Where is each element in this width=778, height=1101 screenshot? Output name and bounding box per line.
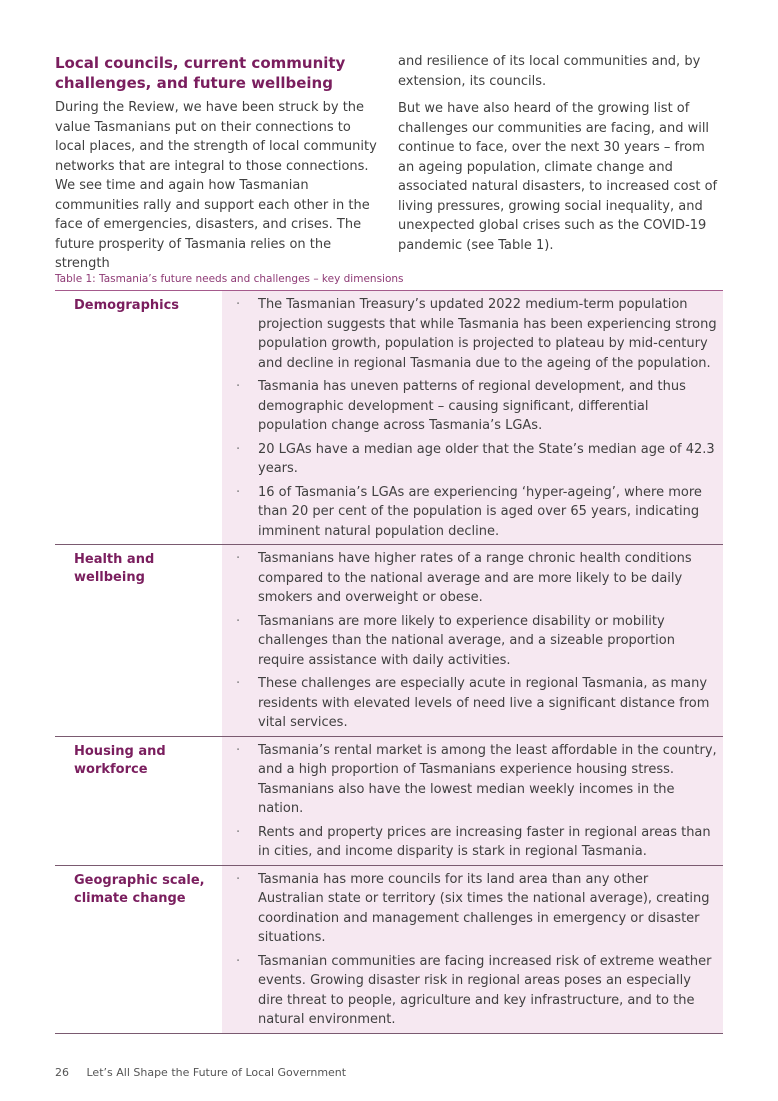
row-label: Demographics bbox=[74, 298, 180, 313]
list-item: · Tasmanian communities are facing increased risk of extreme weather events. Growing disaster risk in regional areas poses an especially dire threat to people, agriculture and key infrastructure, and to the natural environment. bbox=[236, 952, 717, 1030]
bullet-icon: · bbox=[236, 742, 241, 758]
bullet-icon: · bbox=[236, 613, 241, 629]
page-footer bbox=[55, 1066, 346, 1079]
bullet-icon: · bbox=[236, 297, 241, 312]
row-label: Health and wellbeing bbox=[74, 552, 155, 585]
bullet-icon: · bbox=[236, 953, 241, 969]
bullet-icon: · bbox=[236, 871, 241, 887]
right-column bbox=[398, 52, 723, 263]
list-item: · 20 LGAs have a median age older that the State’s median age of 42.3 years. bbox=[236, 440, 717, 479]
continuation-paragraph: and resilience of its local communities and, by extension, its councils. bbox=[398, 54, 701, 89]
list-item: · Rents and property prices are increasing faster in regional areas than in cities, and income disparity is stark in regional Tasmania. bbox=[236, 823, 717, 862]
challenges-paragraph: But we have also heard of the growing list of challenges our communities are facing, and will continue to face, over the next 30 years – from an ageing population, climate change and associated natural disasters, to increased cost of living pressures, growing social inequality, and unexpected global crises such as the COVID-19 pandemic (see Table 1). bbox=[398, 101, 718, 253]
table-row-demographics bbox=[55, 291, 723, 545]
table-row-health bbox=[55, 545, 723, 737]
list-item: · Tasmania’s rental market is among the least affordable in the country, and a high proportion of Tasmanians experience housing stress. Tasmanians also have the lowest median weekly incomes in the nation. bbox=[236, 741, 717, 819]
bullet-icon: · bbox=[236, 551, 241, 566]
table-row-geography bbox=[55, 866, 723, 1034]
page-number: 26 bbox=[55, 1066, 69, 1079]
bullet-icon: · bbox=[236, 484, 241, 500]
row-content bbox=[222, 291, 723, 544]
bullet-icon: · bbox=[236, 441, 241, 457]
table-caption: Table 1: Tasmania’s future needs and challenges – key dimensions bbox=[55, 273, 404, 285]
left-column bbox=[55, 52, 380, 282]
row-content bbox=[222, 866, 723, 1033]
row-label: Housing and workforce bbox=[74, 743, 166, 777]
bullet-icon: · bbox=[236, 676, 241, 691]
row-content bbox=[222, 737, 723, 865]
section-heading: Local councils, current community challenges, and future wellbeing bbox=[55, 54, 346, 92]
list-item: · 16 of Tasmania’s LGAs are experiencing ‘hyper-ageing’, where more than 20 per cent of the population is aged over 65 years, indicating imminent natural population decline. bbox=[236, 483, 717, 542]
list-item: · The Tasmanian Treasury’s updated 2022 medium-term population projection suggests that while Tasmania has been experiencing strong population growth, population is projected to plateau by mid-century and decline in regional Tasmania due to the ageing of the population. bbox=[236, 295, 717, 373]
list-item: · Tasmania has uneven patterns of regional development, and thus demographic development – causing significant, differential population change across Tasmania’s LGAs. bbox=[236, 377, 717, 436]
list-item: · Tasmania has more councils for its land area than any other Australian state or territory (six times the national average), creating coordination and management challenges in emergency or disaster situations. bbox=[236, 870, 717, 948]
bullet-icon: · bbox=[236, 824, 241, 840]
footer-title: Let’s All Shape the Future of Local Government bbox=[86, 1066, 347, 1079]
bullet-icon: · bbox=[236, 379, 241, 394]
intro-paragraph: During the Review, we have been struck by the value Tasmanians put on their connections to local places, and the strength of local community networks that are integral to those connections. We see time and again how Tasmanian communities rally and support each other in the face of emergencies, disasters, and crises. The future prosperity of Tasmania relies on the strength bbox=[55, 100, 377, 271]
challenges-table bbox=[55, 290, 723, 1034]
list-item: · These challenges are especially acute in regional Tasmania, as many residents with elevated levels of need live a significant distance from vital services. bbox=[236, 674, 717, 733]
row-label: Geographic scale, climate change bbox=[74, 872, 205, 906]
list-item: · Tasmanians are more likely to experience disability or mobility challenges than the national average, and a sizeable proportion require assistance with daily activities. bbox=[236, 612, 717, 671]
list-item: · Tasmanians have higher rates of a range chronic health conditions compared to the national average and are more likely to be daily smokers and overweight or obese. bbox=[236, 549, 717, 608]
row-content bbox=[222, 545, 723, 736]
table-row-housing bbox=[55, 737, 723, 866]
